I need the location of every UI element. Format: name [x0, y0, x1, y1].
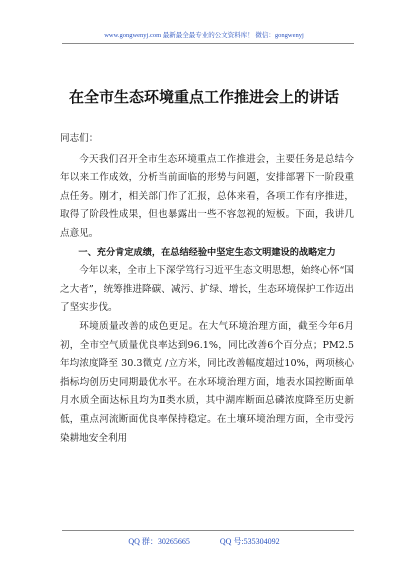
section-paragraph-2: 环境质量改善的成色更足。在大气环境治理方面，截至今年6月初，全市空气质量优良率达到96.1%，同比改善6个百分点；PM2.5年均浓度降至 30.3微克 /立方米，同比改善幅度超过10%，两项核心指标均创历史同期最优水平。在水环境治理方面，地表水国控断面单月水质全面达标且均为Ⅱ类水质，其中湖库断面总磷浓度降至历史新低，重点河流断面优良率保持稳定。在土壤环境治理方面，全市受污染耕地安全利用 — [60, 320, 354, 444]
section-heading: 一、充分肯定成绩，在总结经验中坚定生态文明建设的战略定力 — [78, 246, 336, 258]
salutation: 同志们： — [60, 133, 99, 144]
footer-divider — [62, 530, 354, 531]
page-header: www.gongwenyj.com 最新最全最专业的公文资料库！ 微信：gongwenyj — [104, 32, 304, 39]
header-divider — [62, 43, 354, 44]
footer-qq-number: QQ 号:535304092 — [219, 537, 280, 546]
document-body — [60, 130, 354, 448]
intro-paragraph: 今天我们召开全市生态环境重点工作推进会，主要任务是总结今年以来工作成效，分析当前面临的形势与问题，安排部署下一阶段重点任务。刚才，相关部门作了汇报，总体来看，各项工作有序推进，取得了阶段性成果，但也暴露出一些不容忽视的短板。下面，我讲几点意见。 — [60, 153, 354, 239]
section-paragraph-1: 今年以来，全市上下深学笃行习近平生态文明思想，始终心怀“国之大者”，统筹推进降碳、减污、扩绿、增长，生态环境保护工作迈出了坚实步伐。 — [60, 265, 354, 314]
page-footer — [0, 536, 408, 547]
footer-qq-group: QQ 群：30265665 — [128, 537, 190, 546]
document-title: 在全市生态环境重点工作推进会上的讲话 — [68, 88, 339, 106]
